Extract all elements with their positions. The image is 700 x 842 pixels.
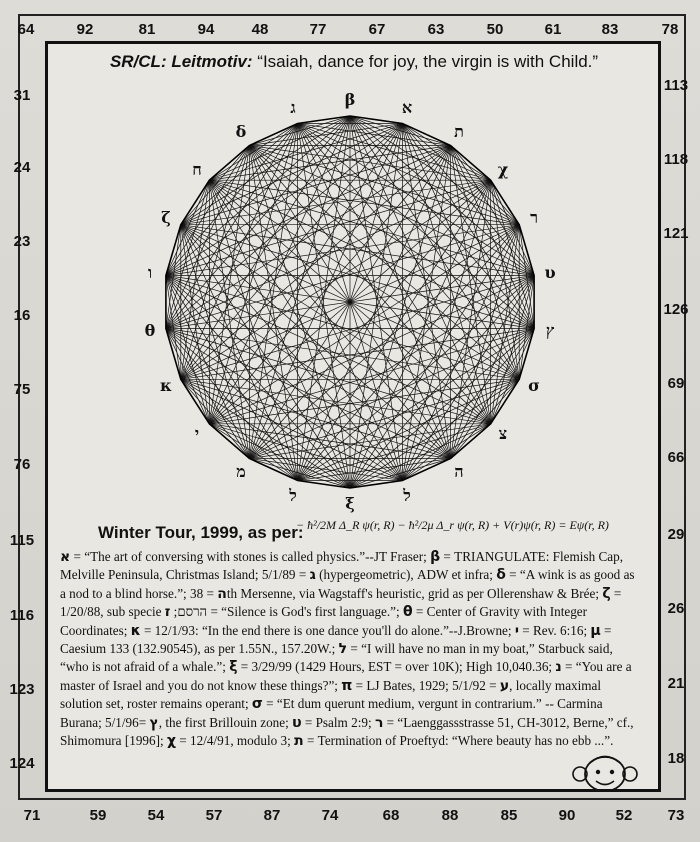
- border-number-top: 67: [368, 21, 386, 38]
- border-number-bottom: 68: [382, 807, 400, 824]
- border-number-bottom: 74: [321, 807, 339, 824]
- entries-paragraph: [60, 548, 642, 750]
- border-number-bottom: 71: [23, 807, 41, 824]
- mandala-chord: [350, 116, 534, 276]
- border-number-top: 94: [197, 21, 215, 38]
- entry-symbol: υ: [292, 714, 302, 731]
- mandala-glyph: β: [344, 90, 356, 109]
- border-number-bottom: 57: [205, 807, 223, 824]
- mandala-chord: [181, 180, 210, 379]
- mandala-glyph: א: [401, 98, 413, 117]
- entry-symbol: δ: [496, 567, 506, 584]
- mandala-chord: [166, 116, 350, 276]
- leitmotiv-tag: SR/CL: Leitmotiv:: [109, 52, 253, 71]
- entry-text: = 5/1/89 (hypergeometric), ADW et infra;: [261, 567, 497, 583]
- entry-text: = LJ Bates, 1929;: [352, 677, 453, 693]
- mandala-glyph: ל: [403, 486, 411, 505]
- mandala-chord: [166, 329, 491, 424]
- entry-text: = “You are a master of Israel and you do not know these things?”;: [60, 659, 632, 693]
- border-number-left: 115: [9, 532, 35, 549]
- mandala-chord: [181, 379, 250, 458]
- border-number-bottom: 52: [615, 807, 633, 824]
- mandala-glyph: י: [194, 424, 200, 443]
- entry-text: = Caesium 133 (132.90545), as per 1.55N., 157.20W.;: [60, 622, 612, 657]
- mandala-glyph: ו: [147, 263, 153, 282]
- mandala-glyph: ת: [454, 122, 464, 141]
- border-number-left: 123: [9, 681, 35, 698]
- entry-text: = 3/29/99 (1429 Hours, EST = over 10K); High 10,040.36;: [237, 659, 556, 675]
- border-number-right: 26: [667, 600, 685, 617]
- entry-symbol: θ: [403, 604, 413, 621]
- mandala-chord: [166, 276, 519, 380]
- mandala-glyph: θ: [144, 321, 156, 340]
- border-number-right: 29: [667, 526, 685, 543]
- mandala-chord: [181, 124, 403, 225]
- mandala-chord: [181, 146, 250, 225]
- entry-symbol: ג: [309, 567, 316, 584]
- smiley-face-doodle: [570, 750, 640, 794]
- mandala-glyph: ζ: [161, 208, 171, 227]
- schrodinger-equation: − ħ²/2M Δ_R ψ(r, R) − ħ²/2μ Δ_r ψ(r, R) + V(r)ψ(r, R) = Eψ(r, R): [296, 518, 609, 532]
- entry-symbol: β: [430, 549, 441, 565]
- mandala-glyph: ג: [290, 98, 296, 117]
- entry-symbol: ת: [294, 733, 304, 750]
- entry-symbol: ע: [499, 677, 510, 694]
- mandala-chord: [249, 146, 490, 181]
- mandala-glyph: מ: [236, 462, 246, 481]
- mandala-chord: [249, 459, 350, 489]
- mandala-glyph: δ: [235, 122, 247, 141]
- mandala-glyph: ה: [454, 462, 464, 481]
- entry-text: = “I will have no man in my boat,” Starbuck said, “who is not afraid of a whale.”;: [60, 641, 613, 675]
- mandala-chord: [166, 124, 403, 329]
- entry-text: = Termination of Proeftyd: “Where beauty has no ebb ...”.: [303, 733, 614, 749]
- leitmotiv-quote: “Isaiah, dance for joy, the virgin is with Child.”: [257, 52, 599, 71]
- mandala-glyph: ח: [192, 160, 202, 179]
- entry-text: = 1/20/88, sub specie הרסם;: [60, 585, 622, 620]
- border-number-bottom: 87: [263, 807, 281, 824]
- mandala-chord: [249, 424, 490, 459]
- border-number-left: 31: [13, 87, 31, 104]
- mandala-chord: [209, 180, 534, 275]
- tour-title: Winter Tour, 1999, as per:: [98, 523, 304, 542]
- border-number-top: 77: [309, 21, 327, 38]
- mandala-chord: [209, 146, 450, 181]
- mandala-glyph: ר: [530, 208, 538, 227]
- border-number-left: 75: [13, 381, 31, 398]
- mandala-glyph: ל: [289, 486, 297, 505]
- border-number-top: 78: [661, 21, 679, 38]
- mandala-glyph: ξ: [345, 494, 355, 513]
- mandala-glyph: σ: [528, 376, 540, 395]
- border-number-right: 113: [663, 77, 689, 94]
- entry-text: = 12/4/91, modulo 3;: [176, 733, 295, 749]
- entry-symbol: א: [60, 549, 71, 565]
- border-number-right: 69: [667, 375, 685, 392]
- entry-symbol: ה: [217, 585, 227, 602]
- border-number-bottom: 85: [500, 807, 518, 824]
- entry-symbol: ר: [374, 714, 384, 731]
- mandala-chord: [181, 379, 403, 480]
- border-number-left: 24: [13, 159, 31, 176]
- entry-symbol: נ: [555, 659, 562, 676]
- entry-symbol: κ: [130, 622, 141, 639]
- border-number-top: 64: [17, 21, 35, 38]
- border-number-left: 116: [9, 607, 35, 624]
- border-number-bottom: 54: [147, 807, 165, 824]
- border-number-left: 16: [13, 307, 31, 324]
- border-number-bottom: 90: [558, 807, 576, 824]
- border-number-top: 61: [544, 21, 562, 38]
- border-number-right: 126: [663, 301, 689, 318]
- entry-text: = Rev. 6:16;: [518, 622, 591, 638]
- entry-text: = “A wink is as good as a nod to a blind horse.”;: [60, 567, 635, 601]
- string-art-mandala: [140, 92, 560, 512]
- border-number-left: 76: [13, 456, 31, 473]
- mandala-glyph: κ: [160, 376, 172, 395]
- entry-text: = 38th Mersenne, via Wagstaff's heuristic, grid as per Ollerenshaw & Brée;: [190, 585, 603, 601]
- entry-symbol: μ: [590, 622, 601, 639]
- border-number-top: 48: [251, 21, 269, 38]
- border-number-top: 92: [76, 21, 94, 38]
- entry-symbol: σ: [251, 696, 263, 713]
- mandala-chord: [166, 329, 350, 489]
- entry-symbol: ץ: [149, 714, 159, 731]
- border-number-right: 121: [663, 225, 689, 242]
- border-number-bottom: 88: [441, 807, 459, 824]
- entry-symbol: ζ: [602, 585, 611, 602]
- border-number-left: 23: [13, 233, 31, 250]
- entry-text: = 12/1/93: “In the end there is one dance you'll do alone.”--J.Browne;: [140, 622, 515, 638]
- entry-symbol: ז: [164, 604, 171, 621]
- border-number-bottom: 73: [667, 807, 685, 824]
- mandala-chord: [298, 124, 520, 225]
- mandala-chord: [350, 329, 534, 489]
- border-number-bottom: 59: [89, 807, 107, 824]
- border-number-top: 81: [138, 21, 156, 38]
- border-number-top: 50: [486, 21, 504, 38]
- entry-text: = “Et dum querunt medium, vergunt in contrarium.” -- Carmina Burana;: [60, 696, 603, 730]
- entry-symbol: χ: [166, 733, 176, 750]
- mandala-chord: [209, 180, 519, 379]
- border-number-right: 18: [667, 750, 685, 767]
- border-number-top: 63: [427, 21, 445, 38]
- entry-text: = Center of Gravity with Integer Coordinates;: [60, 604, 588, 638]
- mandala-chord: [249, 146, 490, 424]
- border-number-top: 83: [601, 21, 619, 38]
- mandala-chord: [181, 225, 534, 329]
- mandala-glyph: υ: [544, 263, 556, 282]
- mandala-glyph: χ: [497, 160, 509, 179]
- mandala-chord: [181, 225, 491, 424]
- border-number-right: 118: [663, 151, 689, 168]
- mandala-chord: [298, 124, 534, 329]
- entry-text: = “Laenggassstrasse 51, CH-3012, Berne,” cf., Shimomura [1996];: [60, 714, 634, 749]
- border-number-right: 21: [667, 675, 685, 692]
- entry-symbol: ל: [338, 641, 348, 658]
- entry-symbol: י: [514, 622, 519, 639]
- mandala-chord: [209, 424, 450, 459]
- entry-text: = Psalm 2:9;: [301, 714, 375, 730]
- entry-text: = “The art of conversing with stones is called physics.”--JT Fraser;: [70, 549, 431, 564]
- entry-symbol: ξ: [229, 659, 238, 676]
- mandala-chord: [298, 379, 520, 480]
- entry-text: = TRIANGULATE: Flemish Cap, Melville Peninsula, Christmas Island;: [60, 549, 624, 583]
- mandala-chord: [166, 276, 403, 481]
- entry-symbol: π: [341, 677, 353, 694]
- leitmotiv-line: [64, 52, 644, 72]
- border-number-left: 124: [9, 755, 35, 772]
- border-number-right: 66: [667, 449, 685, 466]
- mandala-glyph: צ: [498, 424, 508, 443]
- entry-text: = 5/1/92, locally maximal solution set, roster remains operant;: [60, 677, 602, 712]
- entry-text: =5/1/96, the first Brillouin zone;: [105, 714, 293, 730]
- mandala-chord: [181, 225, 210, 424]
- mandala-glyph: ץ: [545, 321, 555, 340]
- mandala-chord: [298, 276, 534, 481]
- entry-text: = “Silence is God's first language.”;: [207, 604, 403, 620]
- mandala-chord: [209, 180, 450, 458]
